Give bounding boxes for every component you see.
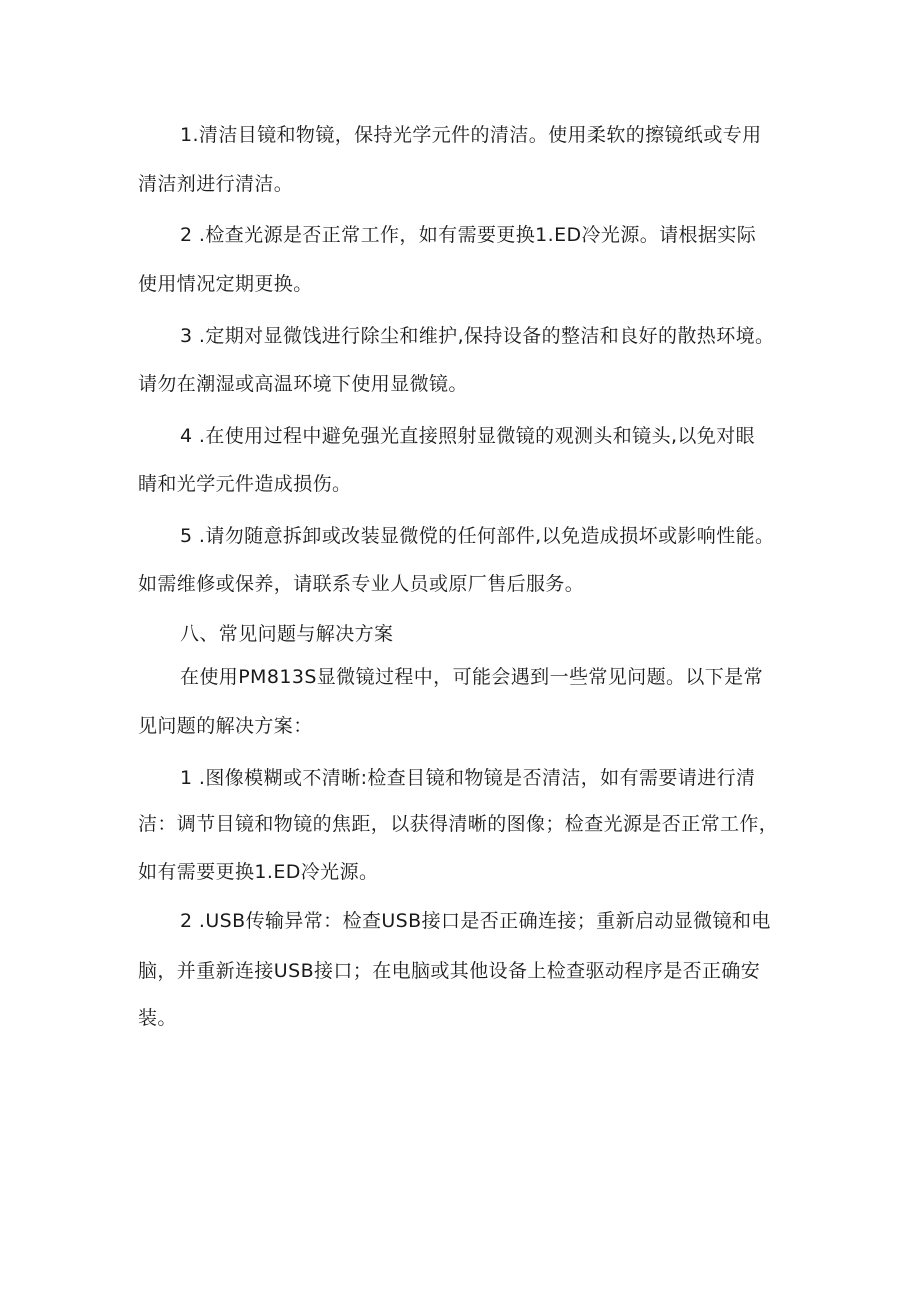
faq-item-1-line-2: 洁：调节目镜和物镜的焦距，以获得清晰的图像；检查光源是否正常工作， <box>138 813 779 835</box>
faq-item-1-line-3: 如有需要更换1.ED冷光源。 <box>138 861 379 883</box>
faq-item-2-line-3: 装。 <box>138 1007 177 1029</box>
maintenance-item-2-line-2: 使用情况定期更换。 <box>138 273 313 295</box>
maintenance-item-1-line-2: 清洁剂进行清洁。 <box>138 173 294 195</box>
maintenance-item-4-line-2: 睛和光学元件造成损伤。 <box>138 473 352 495</box>
maintenance-item-1-line-1: 1.清洁目镜和物镜，保持光学元件的清洁。使用柔软的擦镜纸或专用 <box>180 124 762 146</box>
section-heading: 八、常见问题与解决方案 <box>180 623 394 645</box>
faq-item-2-line-2: 脑，并重新连接USB接口；在电脑或其他设备上检查驱动程序是否正确安 <box>138 960 761 982</box>
faq-item-1-line-1: 1 .图像模糊或不清晰:检查目镜和物镜是否清洁，如有需要请进行清 <box>180 767 756 789</box>
faq-item-2-line-1: 2 .USB传输异常：检查USB接口是否正确连接；重新启动显微镜和电 <box>180 910 771 932</box>
maintenance-item-5-line-2: 如需维修或保养，请联系专业人员或原厂售后服务。 <box>138 573 585 595</box>
intro-line-1: 在使用PM813S显微镜过程中，可能会遇到一些常见问题。以下是常 <box>180 666 763 688</box>
maintenance-item-4-line-1: 4 .在使用过程中避免强光直接照射显微镜的观测头和镜头,以免对眼 <box>180 425 756 447</box>
maintenance-item-2-line-1: 2 .检查光源是否正常工作，如有需要更换1.ED冷光源。请根据实际 <box>180 224 757 246</box>
maintenance-item-3-line-1: 3 .定期对显微饯进行除尘和维护,保持设备的整洁和良好的散热环境。 <box>180 325 775 347</box>
maintenance-item-5-line-1: 5 .请勿随意拆卸或改装显微傥的任何部件,以免造成损坏或影响性能。 <box>180 525 775 547</box>
maintenance-item-3-line-2: 请勿在潮湿或高温环境下使用显微镜。 <box>138 373 468 395</box>
intro-line-2: 见问题的解决方案： <box>138 715 313 737</box>
